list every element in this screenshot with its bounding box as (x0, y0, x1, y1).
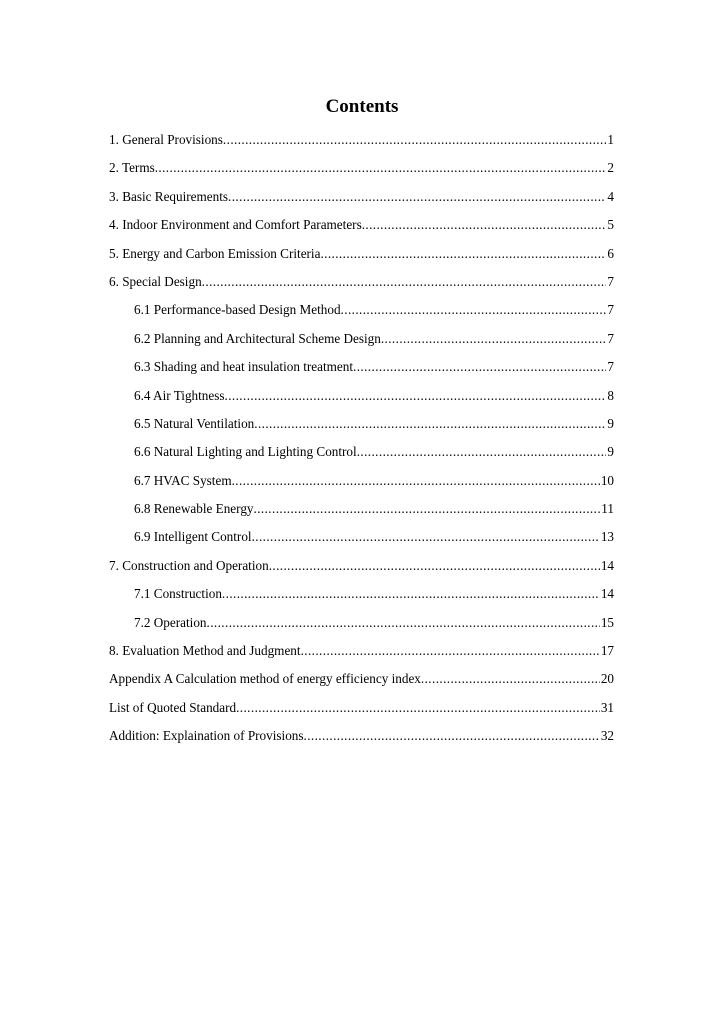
toc-entry-label: 6. Special Design (109, 273, 202, 289)
dot-leader (362, 215, 607, 235)
toc-entry-label: 7. Construction and Operation (109, 557, 269, 573)
toc-entry-label: List of Quoted Standard (109, 699, 237, 715)
toc-entry-page-number: 7 (607, 330, 614, 346)
toc-entry[interactable] (109, 641, 614, 669)
toc-entry-label: 6.3 Shading and heat insulation treatment (134, 359, 354, 375)
toc-entry[interactable] (109, 726, 614, 754)
table-of-contents (109, 130, 614, 755)
dot-leader (421, 669, 600, 689)
toc-entry-page-number: 31 (600, 699, 614, 715)
toc-entry-page-number: 20 (600, 671, 614, 687)
toc-entry-page-number: 9 (607, 444, 614, 460)
toc-entry[interactable] (109, 130, 614, 158)
dot-leader (236, 698, 600, 718)
toc-entry-page-number: 8 (607, 387, 614, 403)
toc-entry-label: 1. General Provisions (109, 132, 223, 147)
toc-entry-label: 6.1 Performance-based Design Method (134, 302, 341, 318)
toc-entry-label: 6.5 Natural Ventilation (134, 415, 255, 431)
toc-entry[interactable] (109, 499, 614, 527)
toc-entry-label: 6.7 HVAC System (134, 472, 232, 488)
toc-entry-page-number: 17 (600, 643, 614, 659)
toc-entry-label: 6.9 Intelligent Control (134, 529, 252, 545)
toc-entry-label: 4. Indoor Environment and Comfort Parameters (109, 217, 362, 233)
toc-entry-page-number: 9 (607, 415, 614, 431)
toc-entry[interactable] (109, 613, 614, 641)
dot-leader (223, 130, 606, 150)
toc-entry-page-number: 14 (600, 586, 614, 602)
dot-leader (225, 386, 607, 406)
toc-entry-label: 7.2 Operation (134, 614, 207, 630)
toc-entry-label: 3. Basic Requirements (109, 188, 229, 204)
toc-entry-page-number: 4 (607, 188, 614, 204)
toc-entry[interactable] (109, 357, 614, 385)
dot-leader (232, 471, 600, 491)
toc-entry-label: 7.1 Construction (134, 586, 222, 602)
dot-leader (252, 527, 600, 547)
toc-entry-page-number: 7 (607, 273, 614, 289)
dot-leader (202, 272, 607, 292)
toc-entry-page-number: 1 (607, 132, 614, 147)
toc-entry-page-number: 7 (607, 302, 614, 318)
toc-entry[interactable] (109, 698, 614, 726)
toc-entry[interactable] (109, 669, 614, 697)
toc-entry[interactable] (109, 584, 614, 612)
toc-entry[interactable] (109, 471, 614, 499)
toc-entry[interactable] (109, 300, 614, 328)
toc-entry-page-number: 32 (600, 728, 614, 744)
toc-entry[interactable] (109, 329, 614, 357)
toc-entry-page-number: 10 (600, 472, 614, 488)
toc-entry-label: Addition: Explaination of Provisions (109, 728, 304, 744)
toc-entry-page-number: 13 (600, 529, 614, 545)
toc-entry-page-number: 11 (601, 501, 614, 517)
toc-entry-page-number: 15 (600, 614, 614, 630)
toc-entry-label: 2. Terms (109, 160, 155, 176)
dot-leader (304, 726, 600, 746)
dot-leader (228, 187, 606, 207)
toc-entry[interactable] (109, 158, 614, 186)
toc-entry-label: 6.6 Natural Lighting and Lighting Control (134, 444, 357, 460)
toc-entry-page-number: 7 (607, 359, 614, 375)
toc-entry-label: 6.8 Renewable Energy (134, 501, 254, 517)
toc-entry[interactable] (109, 244, 614, 272)
dot-leader (207, 613, 600, 633)
toc-entry[interactable] (109, 414, 614, 442)
toc-entry[interactable] (109, 556, 614, 584)
toc-entry[interactable] (109, 272, 614, 300)
toc-entry-page-number: 6 (607, 245, 614, 261)
dot-leader (381, 329, 607, 349)
dot-leader (254, 499, 601, 519)
dot-leader (357, 442, 607, 462)
page-title: Contents (325, 96, 399, 117)
toc-entry-label: 8. Evaluation Method and Judgment (109, 643, 301, 659)
dot-leader (341, 300, 607, 320)
toc-entry[interactable] (109, 215, 614, 243)
dot-leader (301, 641, 600, 661)
toc-entry-page-number: 14 (600, 557, 614, 573)
toc-entry-page-number: 2 (607, 160, 614, 176)
dot-leader (254, 414, 606, 434)
dot-leader (353, 357, 606, 377)
toc-entry-label: 6.4 Air Tightness (134, 387, 225, 403)
toc-entry-label: 6.2 Planning and Architectural Scheme Design (134, 330, 381, 346)
toc-entry[interactable] (109, 386, 614, 414)
toc-entry[interactable] (109, 527, 614, 555)
dot-leader (155, 158, 607, 178)
dot-leader (320, 244, 606, 264)
toc-entry-label: 5. Energy and Carbon Emission Criteria (109, 245, 321, 261)
dot-leader (222, 584, 600, 604)
toc-entry-page-number: 5 (607, 217, 614, 233)
toc-entry[interactable] (109, 442, 614, 470)
toc-entry-label: Appendix A Calculation method of energy efficiency index (109, 671, 421, 687)
dot-leader (269, 556, 600, 576)
toc-entry[interactable] (109, 187, 614, 215)
